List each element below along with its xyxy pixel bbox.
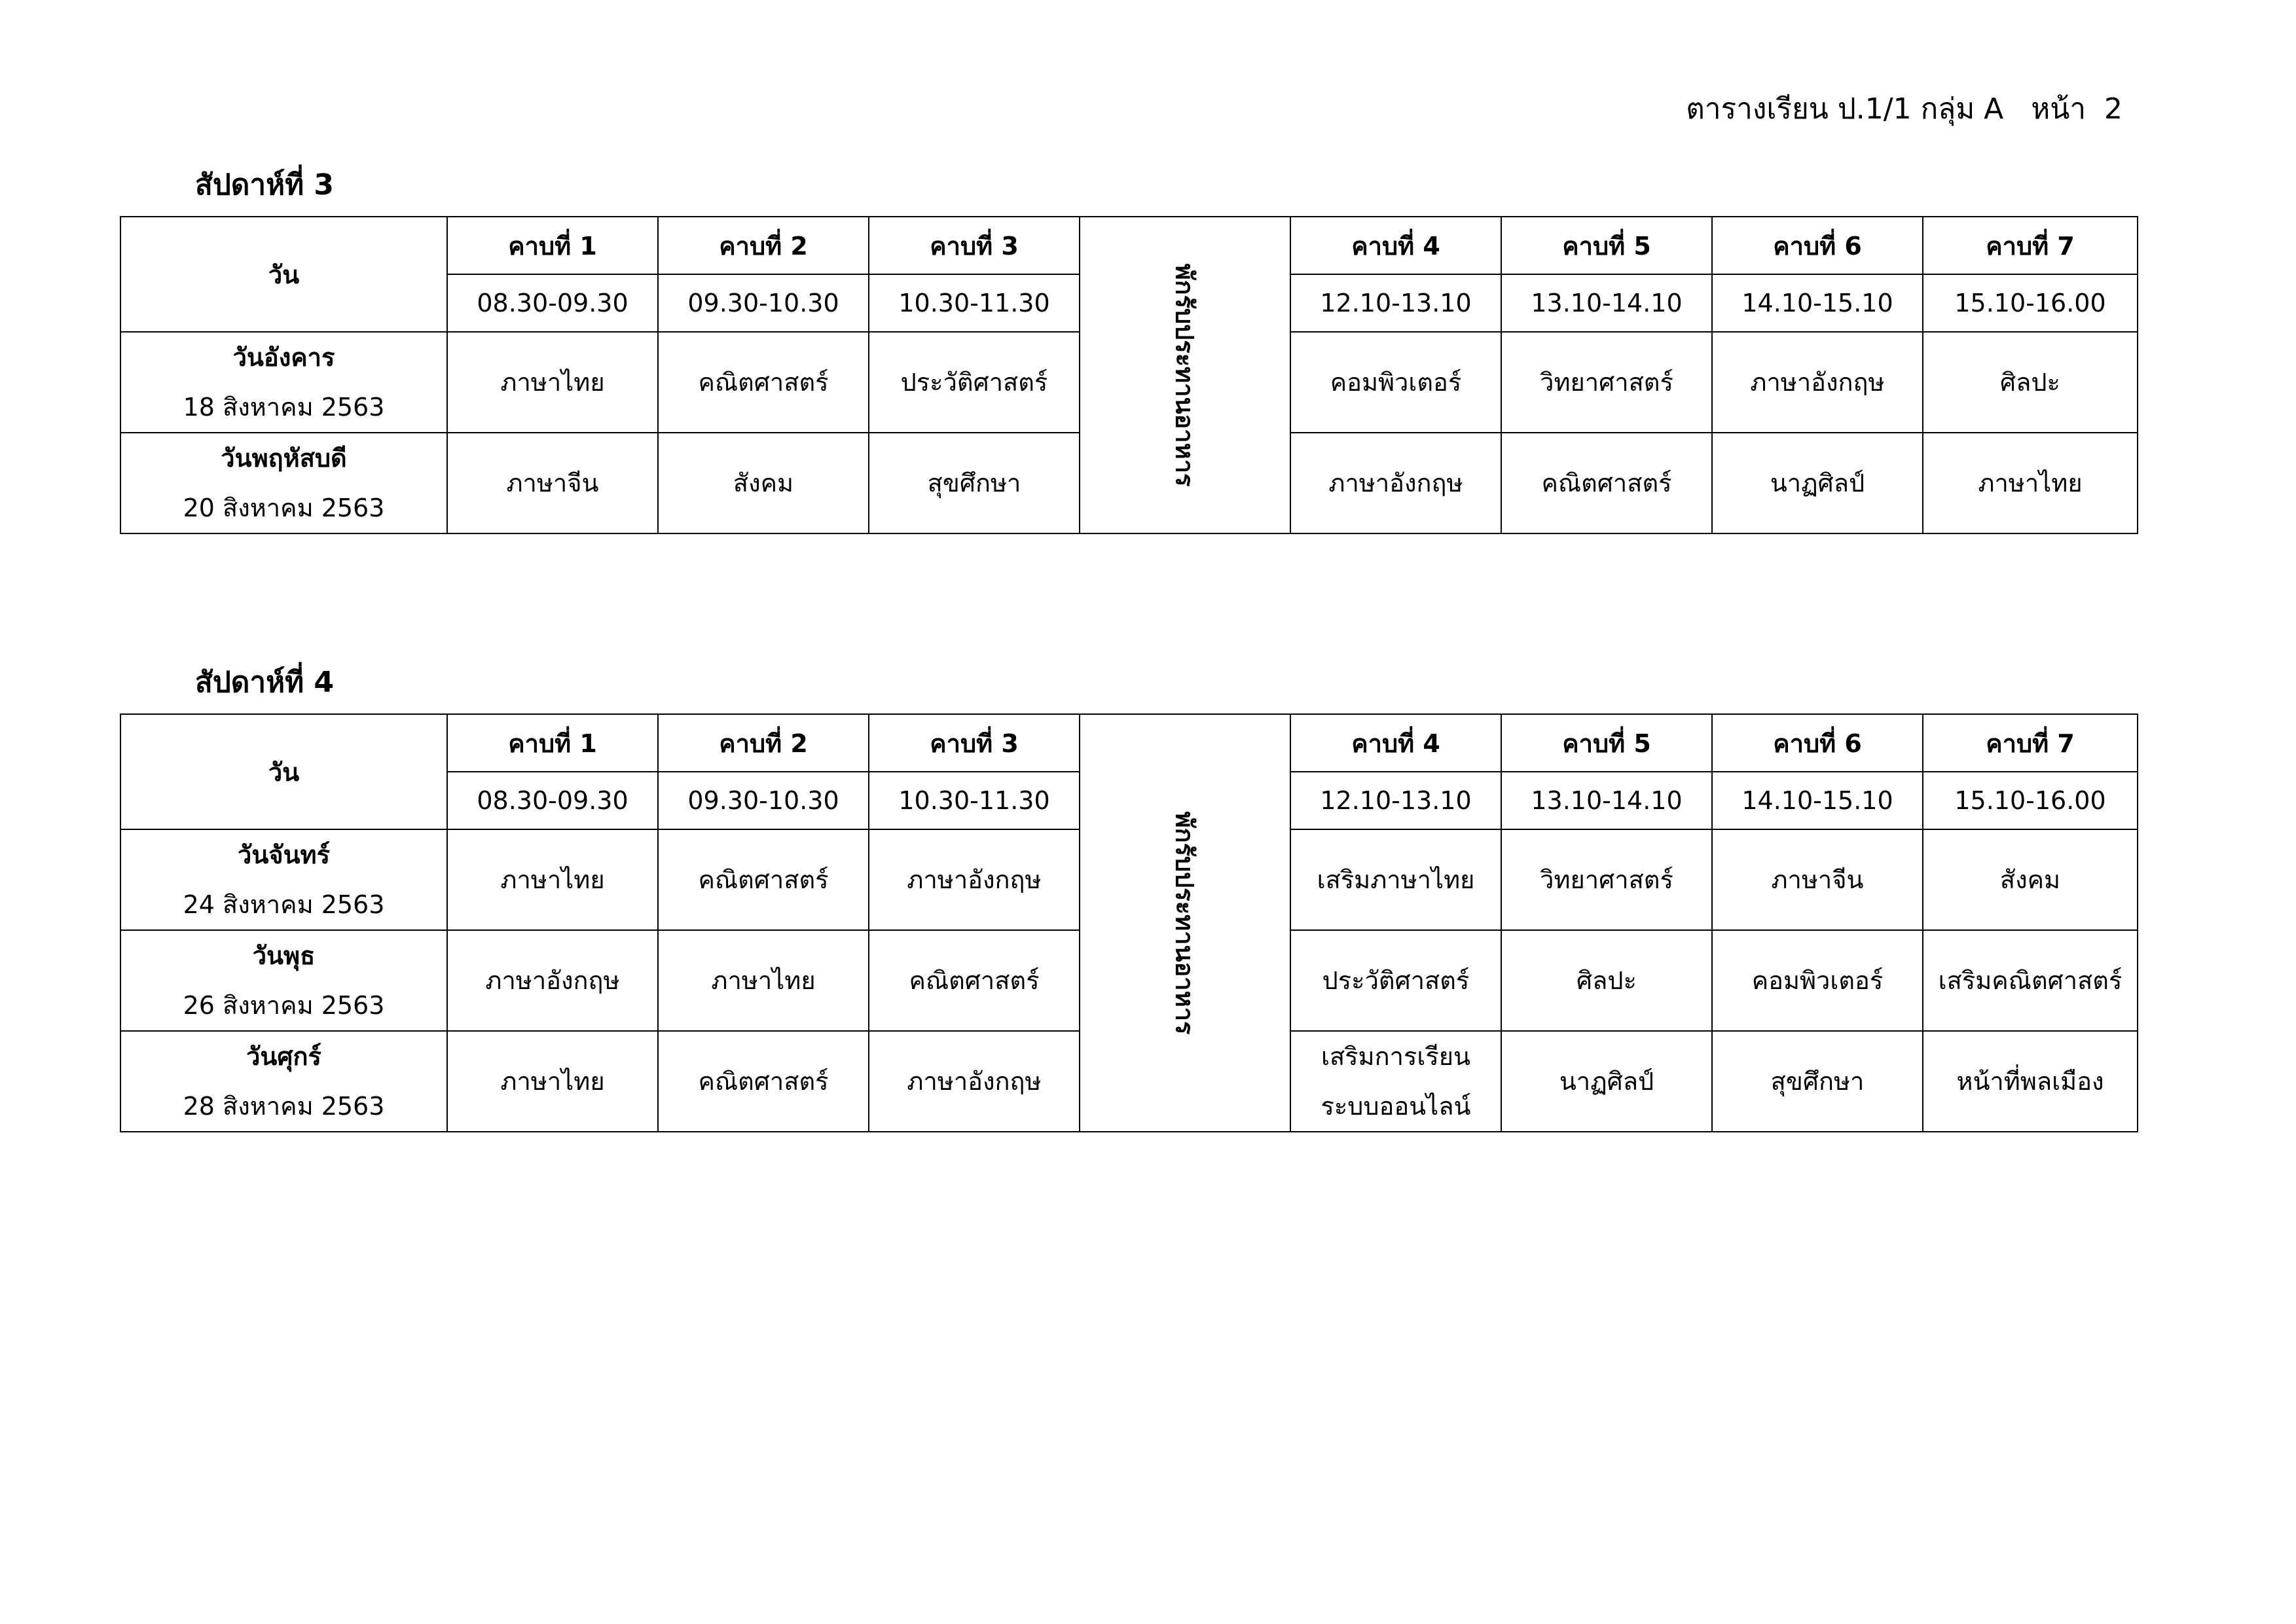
subject-cell [869,930,1080,1031]
subject-name: นาฏศิลป์ [1559,1067,1654,1096]
subject-name: เสริมภาษาไทย [1317,865,1475,894]
period-time-header: 13.10-14.10 [1501,274,1712,332]
subject-cell [1501,332,1712,433]
day-name: วันอังคาร [232,343,335,372]
subject-name: คอมพิวเตอร์ [1751,966,1884,995]
subject-name: ภาษาอังกฤษ [1328,469,1463,497]
period-name-header: คาบที่ 6 [1712,714,1923,772]
subject-cell [869,433,1080,533]
subject-cell [658,332,869,433]
subject-name: ภาษาจีน [1771,865,1864,894]
subject-cell [1923,433,2138,533]
period-time-header: 14.10-15.10 [1712,772,1923,829]
day-date: 20 สิงหาคม 2563 [183,494,385,522]
subject-cell [447,1031,658,1132]
subject-name: ภาษาไทย [500,865,605,894]
period-time-header: 15.10-16.00 [1923,274,2138,332]
subject-cell [1712,332,1923,433]
subject-name: สุขศึกษา [1770,1067,1865,1096]
period-name-row [120,217,2138,274]
subject-cell [658,1031,869,1132]
subject-name: ภาษาอังกฤษ [1750,368,1885,397]
subject-name: ภาษาอังกฤษ [907,865,1042,894]
subject-name: คณิตศาสตร์ [698,865,829,894]
subject-cell [1290,433,1501,533]
subject-cell [658,829,869,930]
subject-name: สุขศึกษา [927,469,1021,497]
day-name: วันพุธ [252,941,316,970]
subject-cell [869,1031,1080,1132]
day-cell [120,829,447,930]
day-cell [120,1031,447,1132]
day-name: วันพฤหัสบดี [221,444,347,473]
week-title: สัปดาห์ที่ 4 [195,666,335,699]
period-time-header: 08.30-09.30 [447,274,658,332]
day-date: 28 สิงหาคม 2563 [183,1092,385,1121]
subject-name: ภาษาอังกฤษ [485,966,620,995]
timetable [120,216,2138,534]
period-name-header: คาบที่ 1 [447,714,658,772]
subject-name: ศิลปะ [2000,368,2060,397]
subject-cell [658,433,869,533]
period-time-header: 15.10-16.00 [1923,772,2138,829]
period-name-header: คาบที่ 5 [1501,714,1712,772]
subject-name: หน้าที่พลเมือง [1956,1067,2104,1096]
subject-cell [1290,930,1501,1031]
lunch-break-cell [1080,714,1290,1132]
subject-cell [1923,930,2138,1031]
subject-name: คอมพิวเตอร์ [1330,368,1462,397]
subject-name: สังคม [1999,865,2061,894]
subject-cell [1290,332,1501,433]
subject-cell [447,829,658,930]
subject-name: ภาษาไทย [711,966,816,995]
subject-cell [869,829,1080,930]
period-name-header: คาบที่ 4 [1290,714,1501,772]
subject-name: ภาษาไทย [500,368,605,397]
period-time-header: 14.10-15.10 [1712,274,1923,332]
day-cell [120,433,447,533]
lunch-break-label: พักรับประทานอาหาร [1170,263,1199,487]
subject-name: เสริมการเรียน [1321,1042,1471,1071]
subject-cell [447,930,658,1031]
subject-cell [1501,829,1712,930]
subject-name: ประวัติศาสตร์ [900,368,1048,397]
subject-name: คณิตศาสตร์ [1541,469,1672,497]
lunch-break-cell [1080,217,1290,533]
subject-name: ภาษาอังกฤษ [907,1067,1042,1096]
period-time-header: 12.10-13.10 [1290,772,1501,829]
subject-name: ภาษาไทย [1978,469,2083,497]
day-column-header: วัน [120,714,447,829]
period-name-header: คาบที่ 5 [1501,217,1712,274]
page-header-title: ตารางเรียน ป.1/1 กลุ่ม A หน้า 2 [1686,92,2123,126]
day-name: วันศุกร์ [246,1042,321,1071]
subject-name: คณิตศาสตร์ [698,1067,829,1096]
subject-cell [1501,930,1712,1031]
day-date: 18 สิงหาคม 2563 [183,393,385,422]
week-block [120,165,2137,534]
period-time-header: 09.30-10.30 [658,772,869,829]
day-column-header: วัน [120,217,447,332]
day-date: 26 สิงหาคม 2563 [183,991,385,1020]
subject-cell [1290,829,1501,930]
subject-cell [1712,433,1923,533]
week-title: สัปดาห์ที่ 3 [195,168,335,202]
subject-name: วิทยาศาสตร์ [1540,865,1673,894]
subject-name: วิทยาศาสตร์ [1540,368,1673,397]
subject-name: ประวัติศาสตร์ [1322,966,1470,995]
subject-cell [869,332,1080,433]
day-cell [120,332,447,433]
day-date: 24 สิงหาคม 2563 [183,890,385,919]
subject-cell [1712,930,1923,1031]
period-name-header: คาบที่ 7 [1923,217,2138,274]
subject-cell [447,433,658,533]
period-name-header: คาบที่ 1 [447,217,658,274]
subject-name: นาฏศิลป์ [1770,469,1865,497]
period-name-header: คาบที่ 2 [658,217,869,274]
period-name-header: คาบที่ 7 [1923,714,2138,772]
lunch-break-label: พักรับประทานอาหาร [1170,811,1199,1035]
subject-name: ระบบออนไลน์ [1321,1092,1471,1121]
subject-cell [1501,1031,1712,1132]
subject-name: เสริมคณิตศาสตร์ [1938,966,2123,995]
period-name-header: คาบที่ 3 [869,217,1080,274]
subject-cell [1923,829,2138,930]
subject-name: คณิตศาสตร์ [698,368,829,397]
subject-cell [1923,1031,2138,1132]
subject-cell [1501,433,1712,533]
subject-name: ภาษาไทย [500,1067,605,1096]
timetable [120,713,2138,1132]
subject-name: ภาษาจีน [506,469,599,497]
subject-name: สังคม [733,469,794,497]
subject-cell [447,332,658,433]
period-time-header: 09.30-10.30 [658,274,869,332]
period-time-header: 10.30-11.30 [869,274,1080,332]
period-name-header: คาบที่ 4 [1290,217,1501,274]
subject-name: ศิลปะ [1576,966,1637,995]
subject-cell [1712,1031,1923,1132]
week-block [120,662,2137,1132]
subject-cell [1923,332,2138,433]
period-name-header: คาบที่ 2 [658,714,869,772]
day-name: วันจันทร์ [237,840,330,869]
subject-name: คณิตศาสตร์ [909,966,1040,995]
subject-cell [658,930,869,1031]
subject-cell [1290,1031,1501,1132]
period-time-header: 08.30-09.30 [447,772,658,829]
period-time-header: 13.10-14.10 [1501,772,1712,829]
period-time-header: 12.10-13.10 [1290,274,1501,332]
period-name-row [120,714,2138,772]
period-name-header: คาบที่ 6 [1712,217,1923,274]
subject-cell [1712,829,1923,930]
period-name-header: คาบที่ 3 [869,714,1080,772]
period-time-header: 10.30-11.30 [869,772,1080,829]
day-cell [120,930,447,1031]
